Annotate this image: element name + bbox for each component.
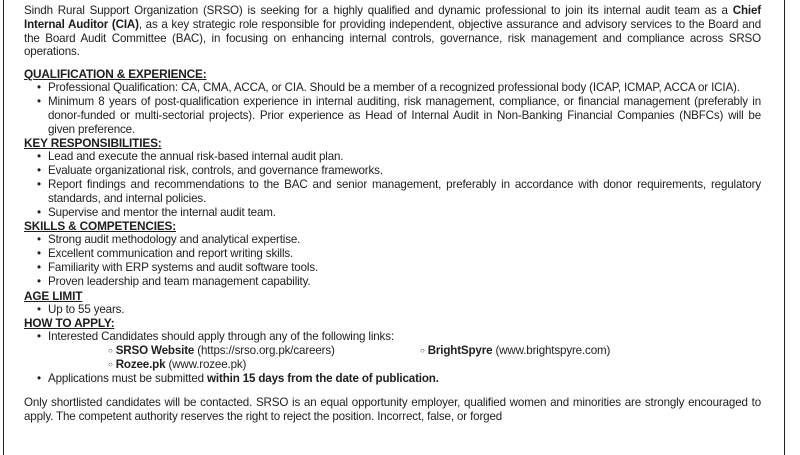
- circle-bullet-icon: ○: [420, 346, 425, 356]
- circle-bullet-icon: ○: [108, 346, 113, 356]
- list-item: • Evaluate organizational risk, controls, and governance frameworks.: [48, 164, 761, 178]
- age-limit-list: [24, 303, 761, 317]
- deadline-text: Applications must be submitted: [48, 372, 208, 386]
- list-item: • Proven leadership and team management capability.: [48, 275, 761, 289]
- brightspyre-link[interactable]: [420, 344, 610, 358]
- intro-text-2: , as a key strategic role responsible for providing independent, objective assurance and advisory services to the Board and the Board Audit Committee (BAC), in focusing on enhancing internal controls, governance, risk management and compliance across SRSO operations.: [24, 17, 761, 59]
- list-item: • Interested Candidates should apply through any of the following links:: [48, 330, 761, 344]
- link-url: (www.brightspyre.com): [495, 344, 611, 358]
- intro-paragraph: [24, 4, 761, 59]
- link-name: SRSO Website: [115, 344, 195, 358]
- list-item: • Strong audit methodology and analytical expertise.: [48, 233, 761, 247]
- list-item: • Professional Qualification: CA, CMA, ACCA, or CIA. Should be a member of a recognized professional body (ICAP, ICMAP, ACCA or ICIA).: [48, 81, 761, 95]
- qualification-heading: QUALIFICATION & EXPERIENCE:: [24, 67, 207, 82]
- link-url: (https://srso.org.pk/careers): [197, 344, 335, 358]
- list-item: • Up to 55 years.: [48, 303, 761, 317]
- circle-bullet-icon: ○: [108, 360, 113, 370]
- link-name: BrightSpyre: [427, 344, 493, 358]
- skills-list: [24, 233, 761, 288]
- how-to-apply-heading: HOW TO APPLY:: [24, 316, 115, 331]
- skills-heading: SKILLS & COMPETENCIES:: [24, 219, 177, 234]
- deadline-list: [24, 372, 761, 386]
- intro-text: Sindh Rural Support Organization (SRSO) is seeking for a highly qualified and dynamic professional to join its internal audit team as a: [24, 4, 733, 17]
- rozee-link[interactable]: [108, 358, 246, 372]
- list-item: [48, 372, 761, 386]
- list-item: • Minimum 8 years of post-qualification experience in internal auditing, risk management, compliance, or financial management (preferably in donor-funded or multi-sectorial projects). Prior experience as Head of Internal Audit in Non-Banking Financial Companies (NBFCs) will be given preference.: [48, 95, 761, 136]
- job-title: Chief Internal Auditor (CIA): [24, 4, 761, 31]
- age-limit-heading: AGE LIMIT: [24, 288, 83, 303]
- list-item: • Supervise and mentor the internal audit team.: [48, 206, 761, 220]
- footer-paragraph: Only shortlisted candidates will be contacted. SRSO is an equal opportunity employer, qualified women and minorities are strongly encouraged to apply. The competent authority reserves the right to reject the position. Incorrect, false, or forged: [24, 395, 761, 423]
- job-advertisement: [24, 4, 761, 424]
- list-item: • Report findings and recommendations to the BAC and senior management, preferably in accordance with donor requirements, regulatory standards, and internal policies.: [48, 178, 761, 206]
- apply-links: [84, 344, 761, 372]
- list-item: • Excellent communication and report writing skills.: [48, 247, 761, 261]
- qualification-list: [24, 81, 761, 136]
- responsibilities-heading: KEY RESPONSIBILITIES:: [24, 136, 162, 151]
- list-item: • Lead and execute the annual risk-based internal audit plan.: [48, 150, 761, 164]
- link-name: Rozee.pk: [115, 358, 166, 372]
- link-url: (www.rozee.pk): [168, 358, 247, 372]
- responsibilities-list: [24, 150, 761, 219]
- how-to-apply-list: [24, 330, 761, 344]
- list-item: • Familiarity with ERP systems and audit software tools.: [48, 261, 761, 275]
- deadline-bold: within 15 days from the date of publication.: [207, 372, 439, 386]
- srso-website-link[interactable]: [108, 344, 335, 358]
